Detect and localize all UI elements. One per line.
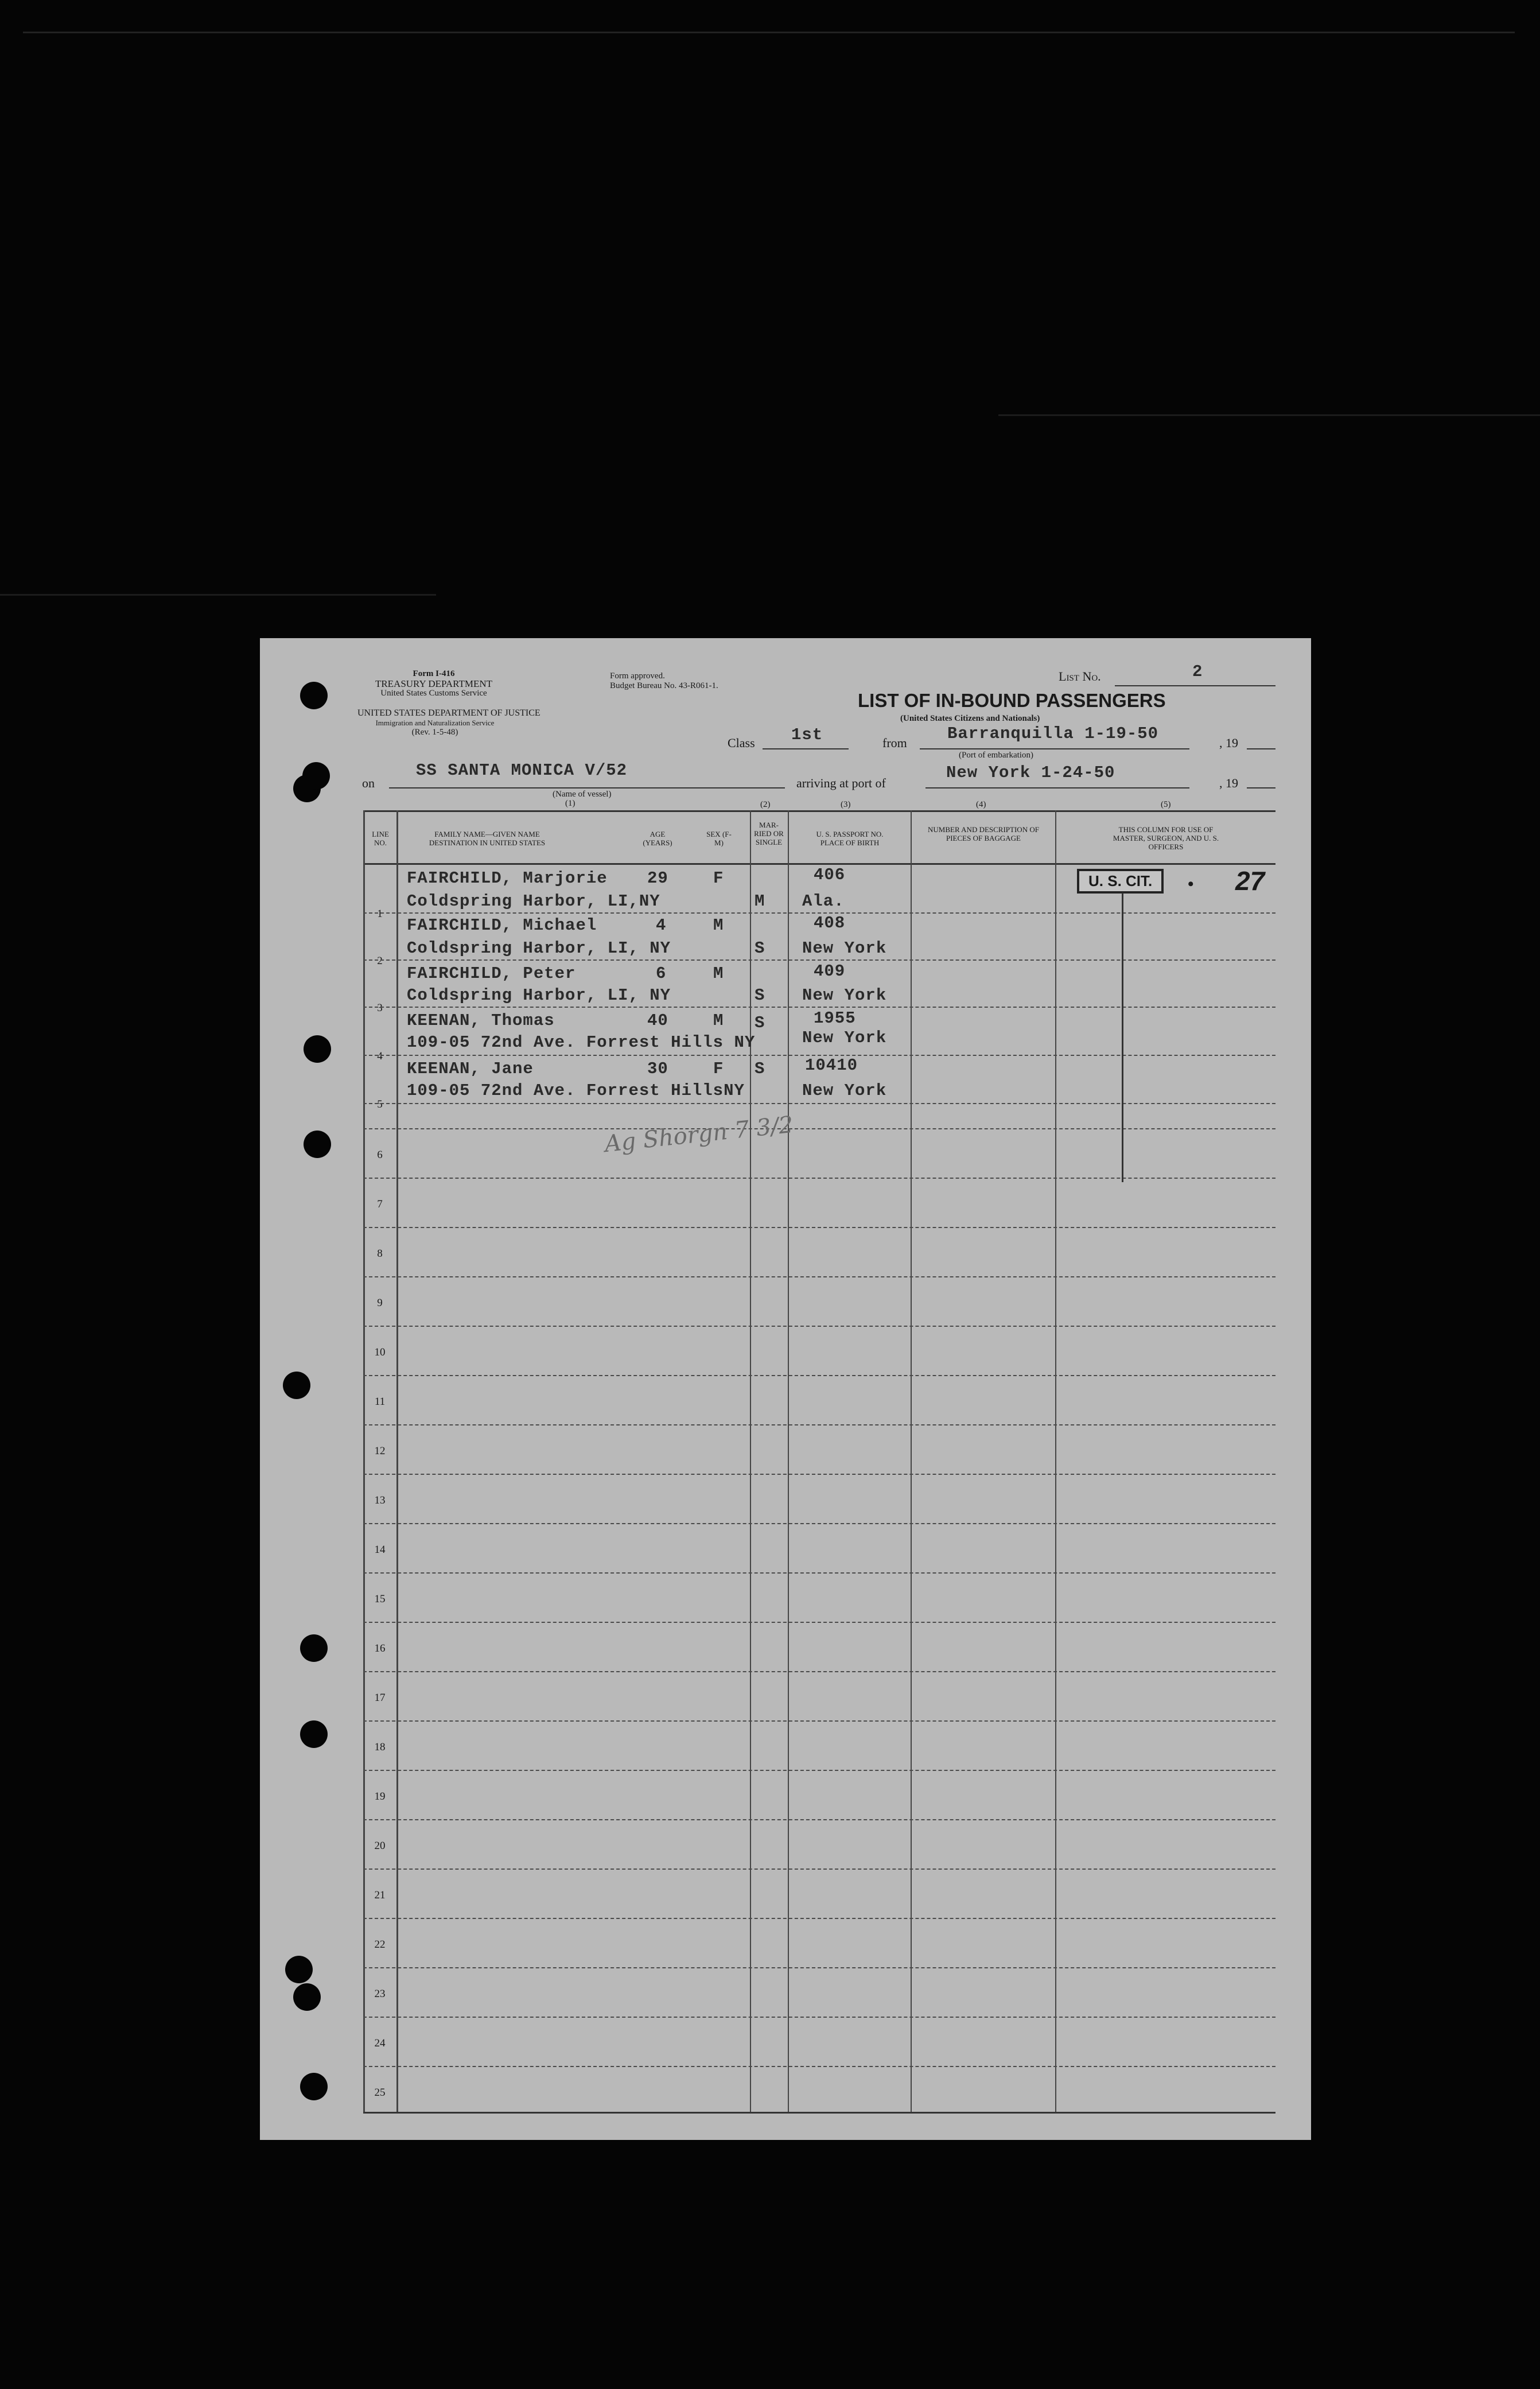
us-citizen-stamp: U. S. CIT. — [1077, 869, 1164, 894]
vessel-name: SS SANTA MONICA V/52 — [416, 761, 628, 780]
embarkation-caption: (Port of embarkation) — [959, 751, 1033, 760]
row-rule — [363, 1227, 1275, 1228]
form-meta — [362, 669, 505, 698]
passenger-destination: 109-05 72nd Ave. Forrest Hills NY — [407, 1033, 756, 1052]
list-no-label: List No. — [1059, 669, 1101, 683]
passport-no: 1955 — [814, 1009, 856, 1028]
line-number: 8 — [377, 1248, 383, 1260]
header-family-name: FAMILY NAME—GIVEN NAME — [434, 830, 540, 838]
passenger-sex: F — [713, 869, 724, 888]
year-line-2 — [1247, 787, 1275, 788]
passenger-sex: F — [713, 1059, 724, 1078]
year-line-1 — [1247, 748, 1275, 749]
passenger-age: 6 — [656, 964, 667, 983]
budget-number: Budget Bureau No. 43-R061-1. — [610, 681, 718, 690]
line-number: 6 — [377, 1149, 383, 1161]
ins-name: Immigration and Naturalization Service — [375, 718, 495, 727]
row-rule — [363, 1770, 1275, 1771]
row-rule — [363, 2066, 1275, 2067]
line-number: 9 — [377, 1297, 383, 1309]
row-rule — [363, 1007, 1275, 1008]
header-destination: DESTINATION IN UNITED STATES — [429, 838, 546, 847]
row-rule — [363, 1055, 1275, 1056]
col-num-3: (3) — [841, 800, 851, 809]
birth-place: New York — [802, 986, 887, 1005]
header-baggage: NUMBER AND DESCRIPTION OF PIECES OF BAGGAGE — [928, 825, 1039, 842]
passenger-name: FAIRCHILD, Michael — [407, 916, 597, 935]
birth-place: New York — [802, 1081, 887, 1100]
on-label: on — [362, 776, 375, 790]
year-label-1: , 19 — [1219, 736, 1238, 750]
header-line-no: LINE NO. — [372, 830, 389, 847]
film-streak — [23, 32, 1515, 33]
row-rule — [363, 1276, 1275, 1277]
form-title: LIST OF IN-BOUND PASSENGERS — [858, 690, 1166, 711]
line-number: 17 — [374, 1692, 386, 1704]
line-number: 21 — [374, 1889, 386, 1901]
line-number: 14 — [374, 1544, 386, 1556]
punch-hole — [304, 1035, 331, 1063]
line-number: 1 — [377, 908, 383, 920]
passenger-name: KEENAN, Jane — [407, 1059, 534, 1078]
form-approved: Form approved. — [610, 671, 665, 681]
row-rule — [363, 1178, 1275, 1179]
approval-block — [610, 671, 718, 691]
passenger-sex: M — [713, 916, 724, 935]
header-bottom-rule — [363, 863, 1275, 865]
line-number: 13 — [374, 1494, 386, 1506]
row-rule — [363, 1869, 1275, 1870]
line-number: 15 — [374, 1593, 386, 1605]
header-married: MAR-RIED OR SINGLE — [754, 821, 784, 846]
justice-block — [357, 708, 540, 737]
marital-status: S — [755, 1013, 765, 1032]
vessel-line — [389, 787, 785, 788]
row-rule — [363, 1622, 1275, 1623]
punch-hole — [283, 1372, 310, 1399]
justice-dept: UNITED STATES DEPARTMENT OF JUSTICE — [357, 708, 540, 718]
list-no-value: 2 — [1192, 662, 1203, 681]
punch-hole — [285, 1956, 313, 1983]
passport-no: 10410 — [805, 1056, 858, 1075]
from-line — [920, 748, 1189, 749]
header-age: AGE (YEARS) — [643, 830, 672, 847]
customs-name: United States Customs Service — [380, 689, 487, 698]
rev-date: (Rev. 1-5-48) — [411, 728, 458, 737]
passenger-age: 30 — [647, 1059, 668, 1078]
line-number: 11 — [374, 1396, 386, 1408]
line-number: 4 — [377, 1050, 383, 1062]
line-number: 12 — [374, 1445, 386, 1457]
marital-status: M — [755, 892, 765, 911]
row-rule — [363, 1326, 1275, 1327]
passenger-destination: Coldspring Harbor, LI, NY — [407, 986, 671, 1005]
line-number: 22 — [374, 1939, 386, 1951]
film-streak — [998, 414, 1540, 416]
year-label-2: , 19 — [1219, 776, 1238, 790]
row-rule — [363, 1572, 1275, 1574]
punch-hole — [302, 762, 330, 790]
passport-no: 406 — [814, 865, 846, 884]
col-num-4: (4) — [976, 800, 986, 809]
row-rule — [363, 960, 1275, 961]
passenger-name: FAIRCHILD, Marjorie — [407, 869, 608, 888]
row-rule — [363, 1671, 1275, 1672]
birth-place: New York — [802, 1028, 887, 1047]
punch-hole — [300, 682, 328, 709]
line-number: 19 — [374, 1790, 386, 1803]
marital-status: S — [755, 1059, 765, 1078]
birth-place: Ala. — [802, 892, 845, 911]
birth-place: New York — [802, 939, 887, 958]
officer-count: 27 — [1235, 866, 1265, 896]
class-line — [763, 748, 849, 749]
vessel-caption: (Name of vessel) — [553, 790, 612, 799]
col-num-5: (5) — [1161, 800, 1171, 809]
embarkation-value: Barranquilla 1-19-50 — [947, 724, 1159, 743]
row-rule — [363, 1474, 1275, 1475]
form-subtitle: (United States Citizens and Nationals) — [900, 714, 1040, 723]
row-rule — [363, 1103, 1275, 1104]
punch-hole — [300, 2073, 328, 2100]
header-passport — [791, 830, 908, 847]
row-rule — [363, 2017, 1275, 2018]
passenger-list-page — [260, 638, 1311, 2140]
header-name — [407, 830, 567, 847]
arrival-line — [925, 787, 1189, 788]
passport-no: 408 — [814, 914, 846, 933]
line-number: 20 — [374, 1840, 386, 1852]
passenger-name: FAIRCHILD, Peter — [407, 964, 576, 983]
header-passport-no: U. S. PASSPORT NO. — [816, 830, 884, 838]
row-rule — [363, 912, 1275, 914]
row-rule — [363, 1424, 1275, 1425]
row-rule — [363, 1967, 1275, 1968]
marital-status: S — [755, 939, 765, 958]
punch-hole — [300, 1634, 328, 1662]
line-number: 24 — [374, 2037, 386, 2049]
list-no-line — [1115, 685, 1275, 686]
dept-name: TREASURY DEPARTMENT — [375, 678, 493, 689]
passenger-destination: Coldspring Harbor, LI, NY — [407, 939, 671, 958]
col-num-2: (2) — [760, 800, 771, 809]
passport-no: 409 — [814, 962, 846, 981]
punch-hole — [293, 1983, 321, 2011]
line-number: 5 — [377, 1098, 383, 1110]
pencil-annotation: Ag Shorgn 7 3/2 — [603, 1111, 795, 1158]
passenger-age: 40 — [647, 1011, 668, 1030]
passenger-destination: Coldspring Harbor, LI,NY — [407, 892, 660, 911]
table-bottom-rule — [363, 2112, 1275, 2114]
line-number: 2 — [377, 955, 383, 967]
class-value: 1st — [791, 725, 823, 744]
arriving-label: arriving at port of — [796, 776, 886, 790]
line-number: 23 — [374, 1988, 386, 2000]
row-rule — [363, 1720, 1275, 1722]
line-number: 7 — [377, 1198, 383, 1210]
row-rule — [363, 1918, 1275, 1919]
line-number: 25 — [374, 2087, 386, 2099]
passenger-age: 4 — [656, 916, 667, 935]
header-officers: THIS COLUMN FOR USE OF MASTER, SURGEON, AND U. S. OFFICERS — [1113, 825, 1219, 851]
film-streak — [0, 594, 436, 596]
form-number: Form I-416 — [413, 669, 455, 678]
line-number: 10 — [374, 1346, 386, 1358]
class-label: Class — [728, 736, 755, 750]
passenger-sex: M — [713, 964, 724, 983]
table-top-rule — [363, 810, 1275, 812]
stamp-bracket-line — [1122, 893, 1123, 1182]
row-rule — [363, 1819, 1275, 1820]
passenger-name: KEENAN, Thomas — [407, 1011, 555, 1030]
passenger-destination: 109-05 72nd Ave. Forrest HillsNY — [407, 1081, 745, 1100]
passenger-sex: M — [713, 1011, 724, 1030]
marital-status: S — [755, 986, 765, 1005]
header-sex: SEX (F-M) — [706, 830, 732, 847]
line-number: 3 — [377, 1002, 383, 1014]
line-number: 16 — [374, 1642, 386, 1654]
arrival-port: New York 1-24-50 — [946, 763, 1115, 782]
col-num-1: (1) — [565, 799, 575, 808]
punch-hole — [304, 1131, 331, 1158]
header-birth: PLACE OF BIRTH — [820, 838, 880, 847]
row-rule — [363, 1523, 1275, 1524]
line-number: 18 — [374, 1741, 386, 1753]
punch-hole — [300, 1720, 328, 1748]
passenger-age: 29 — [647, 869, 668, 888]
from-label: from — [882, 736, 907, 750]
bullet-mark: • — [1188, 875, 1194, 894]
row-rule — [363, 1375, 1275, 1376]
row-rule — [363, 1128, 1275, 1129]
